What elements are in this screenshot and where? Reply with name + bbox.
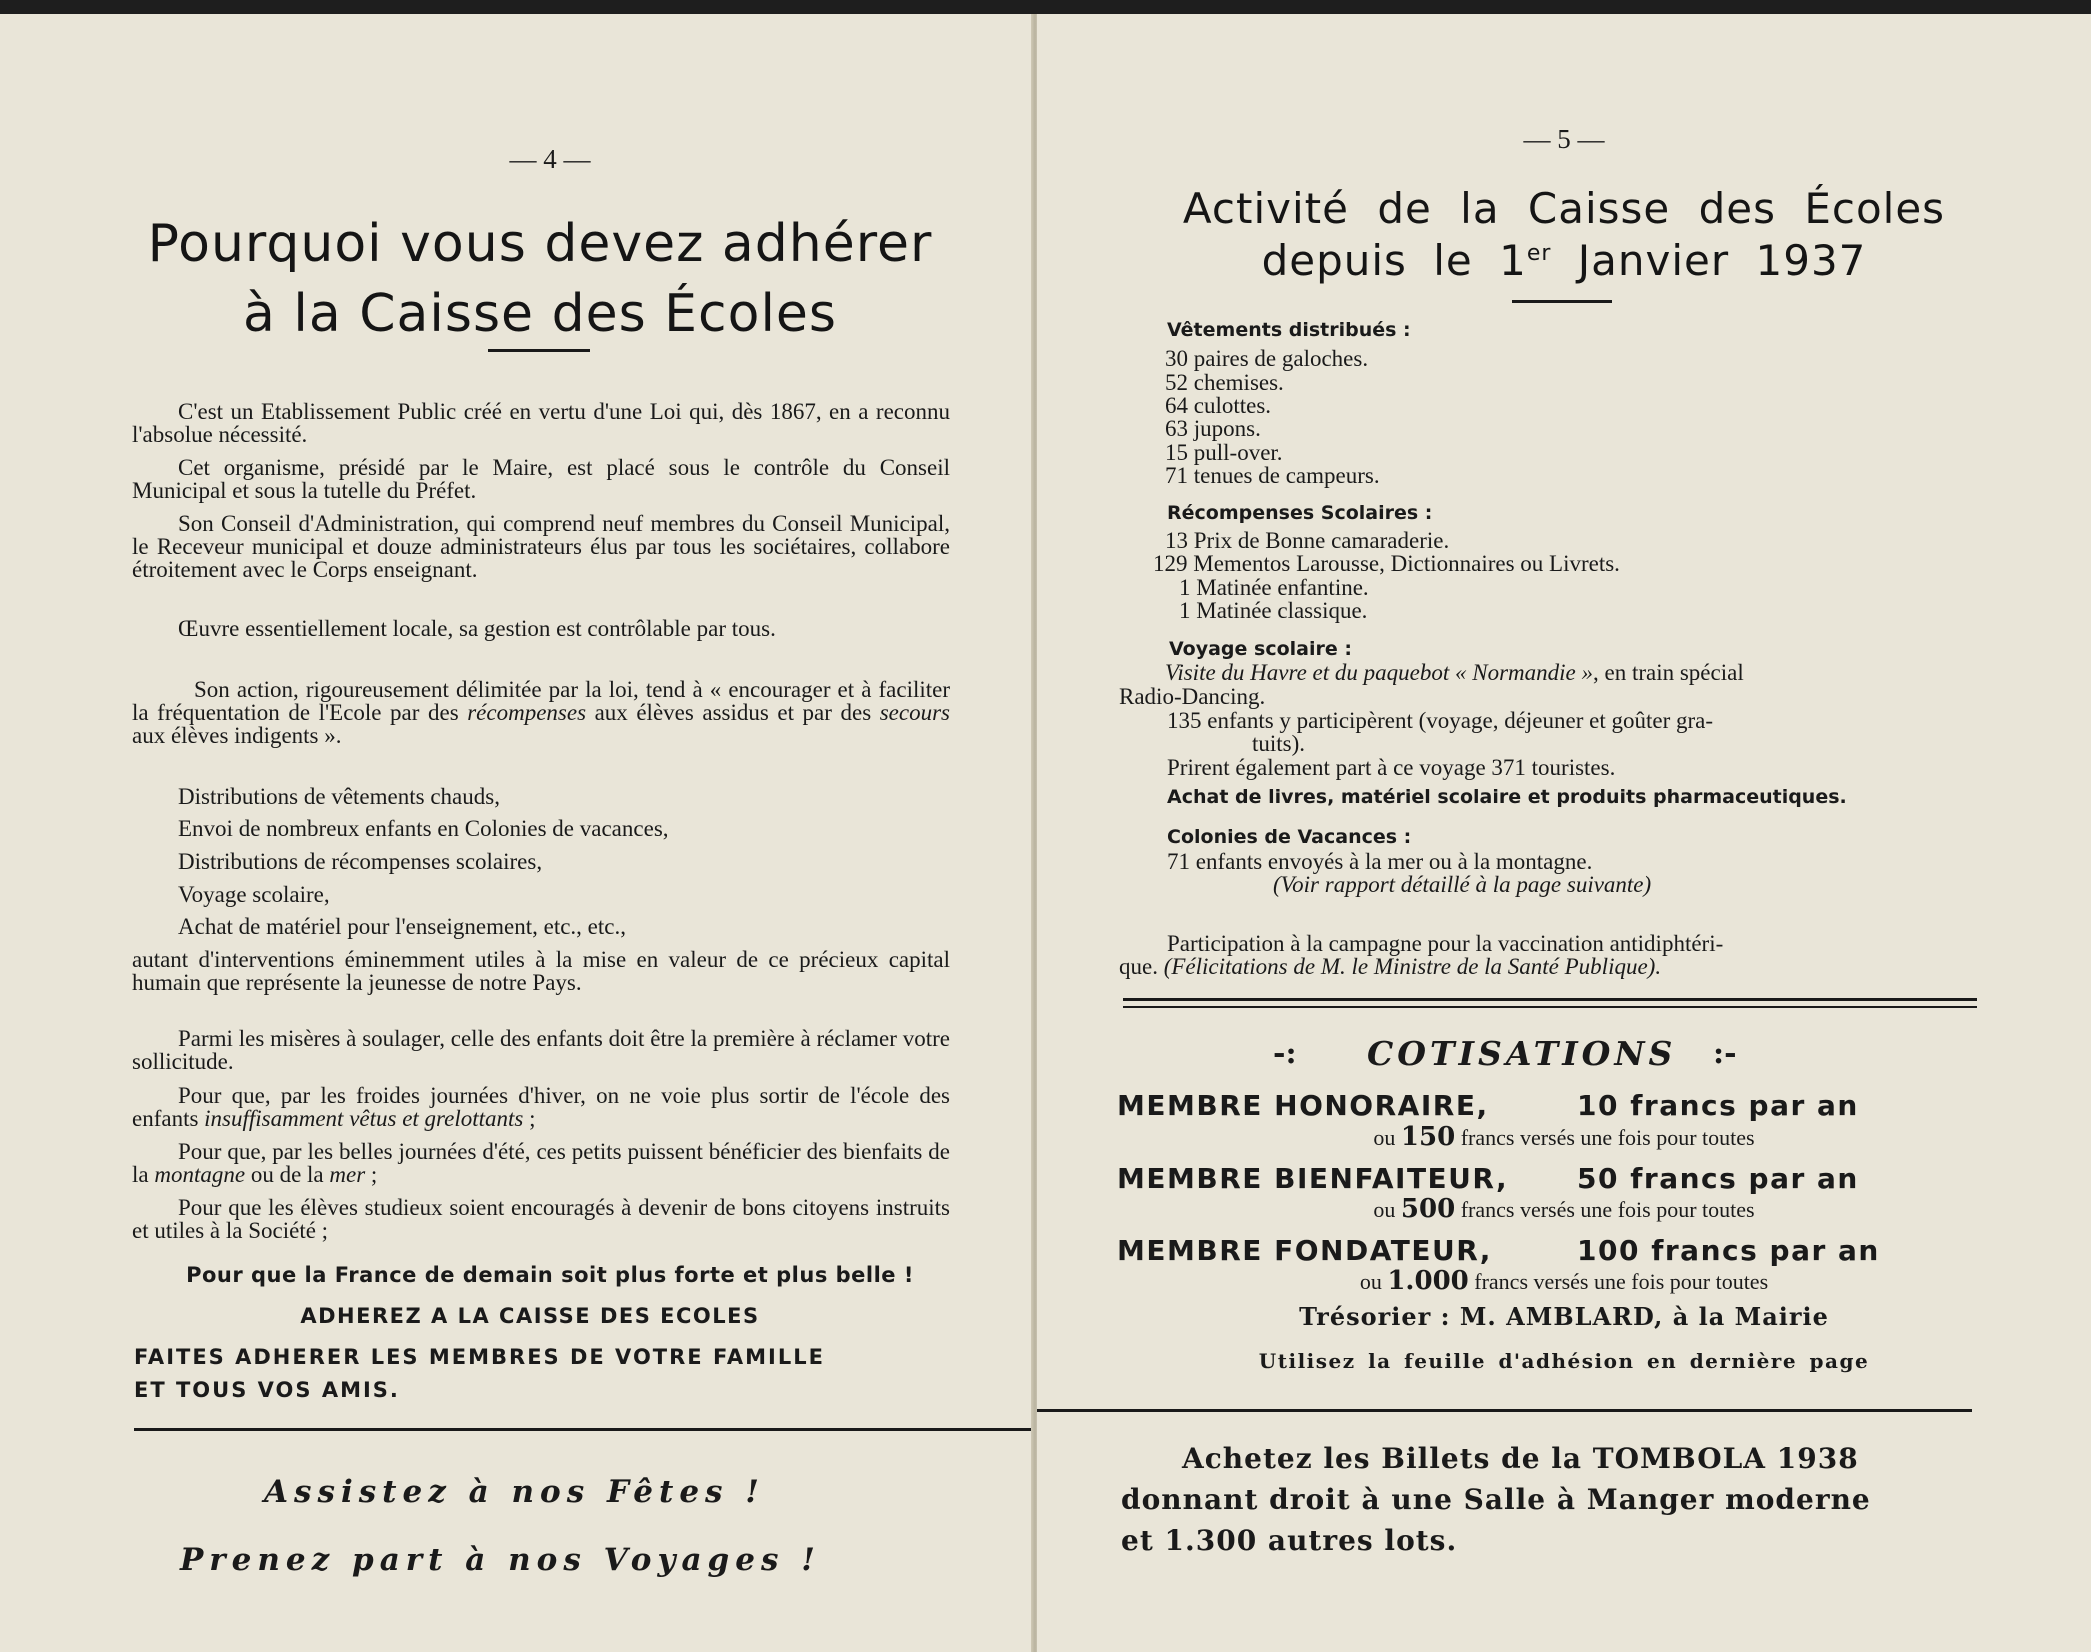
tombola-line: donnant droit à une Salle à Manger moderne [1121,1483,1871,1516]
list-item: Voyage scolaire, [178,882,330,907]
section-heading-achat: Achat de livres, matériel scolaire et produits pharmaceutiques. [1167,786,1847,808]
page-title-line-1: Pourquoi vous devez adhérer [147,214,933,274]
voyage-touristes: Prirent également part à ce voyage 371 touristes. [1167,755,1616,780]
double-rule-bottom [1123,1006,1977,1008]
page-number: — 5 — [1523,124,1605,154]
footer-fetes: Assistez à nos Fêtes ! [264,1474,765,1510]
voyage-line: Visite du Havre et du paquebot « Normandie », en train spécial [1165,660,1744,685]
membre-bienfaiteur-once: ou 500 francs versés une fois pour toutes [1373,1194,1755,1224]
paragraph-pour-que-hiver: Pour que, par les froides journées d'hiver, on ne voie plus sortir de l'école des enfants insuffisamment vêtus et grelottants ; [132,1083,950,1131]
voyage-enfants: 135 enfants y participèrent (voyage, déjeuner et goûter gra- [1167,708,1714,733]
colonies-voir: (Voir rapport détaillé à la page suivante) [1273,872,1652,897]
paragraph-autant: autant d'interventions éminemment utiles à la mise en valeur de ce précieux capital humain que représente la jeunesse de notre Pays. [132,947,950,995]
title-rule [1512,300,1612,303]
footer-rule [134,1428,1033,1431]
colonies-line: 71 enfants envoyés à la mer ou à la montagne. [1167,849,1593,874]
slogan-amis: ET TOUS VOS AMIS. [134,1378,400,1402]
paragraph-organisme: Cet organisme, présidé par le Maire, est placé sous le contrôle du Conseil Municipal et sous la tutelle du Préfet. [132,455,950,503]
voyage-enfants: tuits). [1252,731,1306,756]
list-item: 71 tenues de campeurs. [1165,463,1380,488]
slogan-adherez: ADHEREZ A LA CAISSE DES ECOLES [300,1304,760,1328]
double-rule-top [1123,998,1977,1001]
list-item: 1 Matinée enfantine. [1179,575,1369,600]
membre-honoraire-once: ou 150 francs versés une fois pour toutes [1373,1122,1755,1152]
paragraph-pour-que-eleves: Pour que les élèves studieux soient encouragés à devenir de bons citoyens instruits et utiles à la Société ; [132,1195,950,1243]
vaccination-line: que. (Félicitations de M. le Ministre de la Santé Publique). [1119,954,1662,979]
page-title-line-2: à la Caisse des Écoles [243,284,837,344]
cotisations-heading: -: COTISATIONS :- [1273,1034,1737,1073]
section-heading-vetements: Vêtements distribués : [1167,319,1411,341]
tombola-line: Achetez les Billets de la TOMBOLA 1938 [1182,1442,1859,1475]
paragraph-conseil: Son Conseil d'Administration, qui comprend neuf membres du Conseil Municipal, le Receveur municipal et douze administrateurs élus par tous les sociétaires, collabore étroitement avec le Corps enseignant. [132,511,950,582]
list-item: 30 paires de galoches. [1165,346,1369,371]
membre-bienfaiteur: MEMBRE BIENFAITEUR, 50 francs par an [1117,1162,1859,1195]
list-item: 13 Prix de Bonne camaraderie. [1165,528,1450,553]
utilisez-feuille: Utilisez la feuille d'adhésion en dernière page [1258,1349,1870,1373]
list-item: Distributions de récompenses scolaires, [178,849,543,874]
section-heading-colonies: Colonies de Vacances : [1167,826,1412,848]
list-item: 1 Matinée classique. [1179,598,1368,623]
list-item: 64 culottes. [1165,393,1272,418]
tombola-line: et 1.300 autres lots. [1121,1524,1458,1557]
slogan-faites-adherer: FAITES ADHERER LES MEMBRES DE VOTRE FAMILLE [134,1345,825,1369]
paragraph-oeuvre: Œuvre essentiellement locale, sa gestion est contrôlable par tous. [178,616,776,641]
page-4 [0,14,1033,1652]
membre-fondateur-once: ou 1.000 francs versés une fois pour toutes [1359,1266,1769,1296]
paragraph-intro: C'est un Etablissement Public créé en vertu d'une Loi qui, dès 1867, en a reconnu l'absolue nécessité. [132,399,950,447]
list-item: Distributions de vêtements chauds, [178,784,500,809]
paragraph-pour-que-ete: Pour que, par les belles journées d'été, ces petits puissent bénéficier des bienfaits de la montagne ou de la mer ; [132,1139,950,1187]
page-5 [1037,14,2091,1652]
footer-voyages: Prenez part à nos Voyages ! [180,1542,821,1578]
tresorier: Trésorier : M. AMBLARD, à la Mairie [1299,1302,1829,1331]
membre-fondateur: MEMBRE FONDATEUR, 100 francs par an [1117,1234,1880,1267]
voyage-line: Radio-Dancing. [1119,684,1266,709]
title-rule [488,349,590,352]
page-title-line-1: Activité de la Caisse des Écoles [1182,184,1946,233]
membre-honoraire: MEMBRE HONORAIRE, 10 francs par an [1117,1089,1859,1122]
section-heading-recompenses: Récompenses Scolaires : [1167,502,1433,524]
page-title-line-2: depuis le 1er Janvier 1937 [1261,236,1867,285]
page-number: — 4 — [509,144,591,174]
paragraph-action: Son action, rigoureusement délimitée par la loi, tend à « encourager et à faciliter la fréquentation de l'Ecole par des récompenses aux élèves assidus et par des secours aux élèves indigents ». [132,677,950,748]
section-heading-voyage: Voyage scolaire : [1169,638,1352,660]
list-item: Envoi de nombreux enfants en Colonies de vacances, [178,816,669,841]
paragraph-parmi: Parmi les misères à soulager, celle des enfants doit être la première à réclamer votre sollicitude. [132,1026,950,1074]
list-item: 63 jupons. [1165,416,1261,441]
list-item: 52 chemises. [1165,370,1284,395]
list-item: Achat de matériel pour l'enseignement, etc., etc., [178,914,626,939]
footer-rule [1037,1409,1972,1412]
slogan-france: Pour que la France de demain soit plus forte et plus belle ! [186,1263,914,1287]
vaccination-line: Participation à la campagne pour la vaccination antidiphtéri- [1167,931,1724,956]
list-item: 129 Mementos Larousse, Dictionnaires ou Livrets. [1153,551,1620,576]
list-item: 15 pull-over. [1165,440,1283,465]
